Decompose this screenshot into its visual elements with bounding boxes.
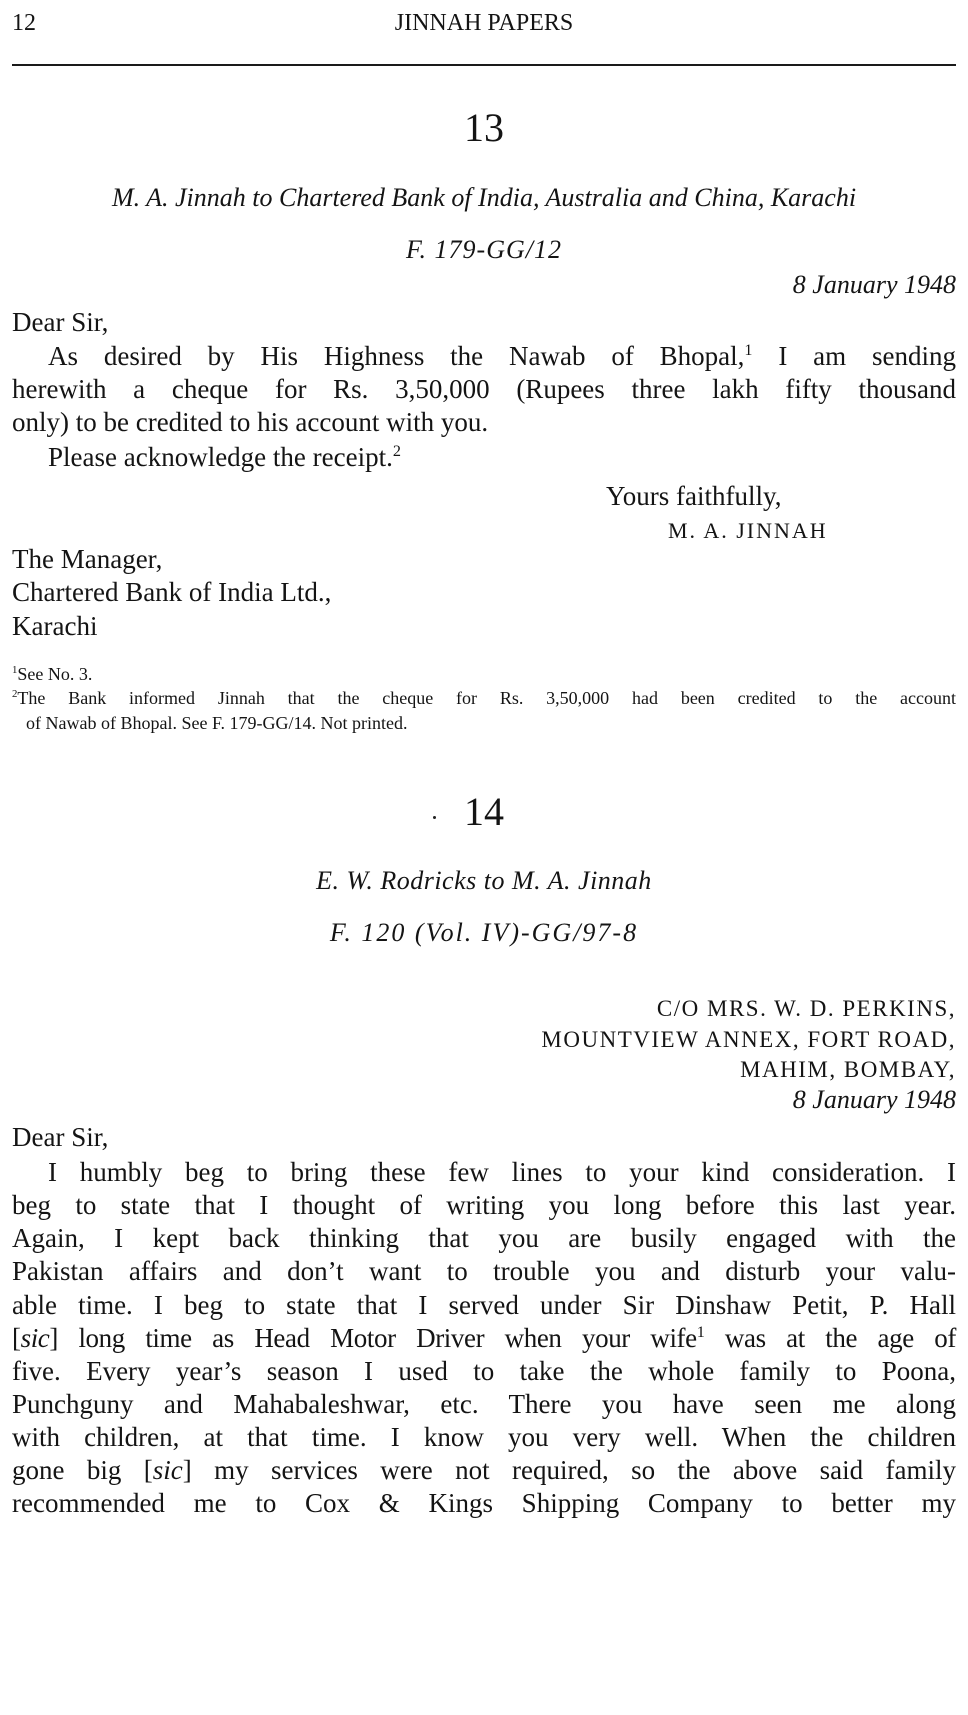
document-number-13: 13: [464, 105, 504, 150]
doc14-file-ref: F. 120 (Vol. IV)-GG/97-8: [329, 918, 639, 947]
doc13-closing: Yours faithfully,: [606, 481, 782, 511]
doc13-paragraph-line: herewith a cheque for Rs. 3,50,000 (Rupees three lakh fifty thousand: [12, 374, 956, 404]
running-title: JINNAH PAPERS: [394, 10, 574, 36]
doc13-file-ref: F. 179-GG/12: [406, 235, 562, 264]
doc13-title: M. A. Jinnah to Chartered Bank of India, Australia and China, Karachi: [111, 183, 857, 212]
doc13-address-line: The Manager,: [12, 544, 163, 574]
footnote-2-continued: of Nawab of Bhopal. See F. 179-GG/14. Not printed.: [26, 713, 408, 733]
footnote-1: $^1$See No. 3.: [12, 664, 93, 684]
doc13-address-line: Karachi: [12, 611, 98, 641]
doc14-paragraph-line: Again, I kept back thinking that you are busily engaged with the: [12, 1223, 956, 1253]
doc14-paragraph-line: [sic] long time as Head Motor Driver when your wife$^1$ was at the age of: [12, 1323, 956, 1353]
doc13-paragraph-2: Please acknowledge the receipt.$^2$: [48, 442, 401, 472]
footnote-2: $^2$The Bank informed Jinnah that the cheque for Rs. 3,50,000 had been credited to the account: [12, 688, 956, 708]
doc14-date: 8 January 1948: [792, 1085, 956, 1114]
doc14-address-line: MOUNTVIEW ANNEX, FORT ROAD,: [541, 1027, 956, 1052]
doc14-paragraph-line: Pakistan affairs and don’t want to trouble you and disturb your valu-: [12, 1256, 956, 1286]
header-rule: [12, 64, 956, 66]
footnote-ref-1: 1: [696, 1323, 705, 1341]
doc14-paragraph-line: I humbly beg to bring these few lines to your kind consideration. I: [48, 1157, 956, 1187]
doc14-title: E. W. Rodricks to M. A. Jinnah: [316, 866, 652, 895]
doc14-address-line: C/O MRS. W. D. PERKINS,: [656, 996, 956, 1021]
doc14-paragraph-line: able time. I beg to state that I served under Sir Dinshaw Petit, P. Hall: [12, 1290, 956, 1320]
doc13-salutation: Dear Sir,: [12, 307, 109, 337]
doc14-paragraph-line: five. Every year’s season I used to take the whole family to Poona,: [12, 1356, 956, 1386]
doc14-address-line: MAHIM, BOMBAY,: [740, 1057, 956, 1082]
doc14-paragraph-line: beg to state that I thought of writing you long before this last year.: [12, 1190, 956, 1220]
footnote-ref-2: 2: [392, 442, 401, 460]
doc13-date: 8 January 1948: [792, 270, 956, 299]
doc14-paragraph-line: Punchguny and Mahabaleshwar, etc. There you have seen me along: [12, 1389, 956, 1419]
doc14-salutation: Dear Sir,: [12, 1122, 109, 1152]
page-number: 12: [12, 10, 36, 36]
doc14-paragraph-line: with children, at that time. I know you very well. When the children: [12, 1422, 956, 1452]
footnote-ref-1: 1: [744, 341, 753, 359]
doc14-paragraph-line: gone big [sic] my services were not required, so the above said family: [12, 1455, 957, 1485]
doc14-paragraph-line: recommended me to Cox & Kings Shipping Company to better my: [12, 1488, 956, 1518]
doc13-paragraph-line: As desired by His Highness the Nawab of Bhopal,$^1$ I am sending: [48, 341, 956, 371]
doc13-paragraph-line: only) to be credited to his account with you.: [12, 407, 489, 437]
doc13-signature: M. A. JINNAH: [668, 518, 828, 543]
document-number-14: 14: [464, 789, 504, 834]
doc13-address-line: Chartered Bank of India Ltd.,: [12, 577, 332, 607]
